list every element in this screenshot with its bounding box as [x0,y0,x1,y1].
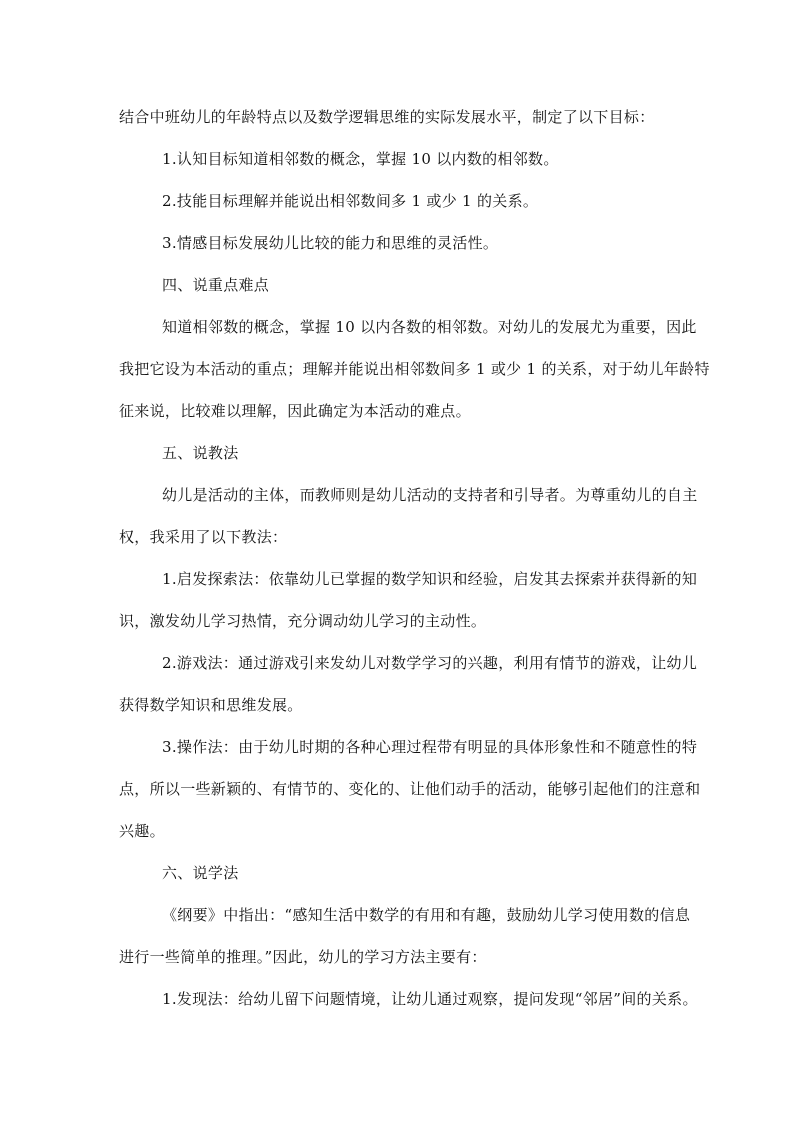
key-points-paragraph-line: 我把它设为本活动的重点；理解并能说出相邻数间多 1 或少 1 的关系，对于幼儿年龄特 [119,360,710,378]
document-page [119,96,710,1020]
section-heading-key-points: 四、说重点难点 [162,276,270,294]
method-game-line: 2.游戏法：通过游戏引来发幼儿对数学学习的兴趣，利用有情节的游戏，让幼儿 [162,654,698,672]
teaching-intro-line: 权，我采用了以下教法： [119,528,288,546]
method-operation-line: 兴趣。 [119,822,165,840]
method-operation-line: 点，所以一些新颖的、有情节的、变化的、让他们动手的活动，能够引起他们的注意和 [119,780,701,798]
learning-intro-line: 《纲要》中指出：“感知生活中数学的有用和有趣，鼓励幼儿学习使用数的信息 [162,906,691,924]
teaching-intro-line: 幼儿是活动的主体，而教师则是幼儿活动的支持者和引导者。为尊重幼儿的自主 [162,486,698,504]
learning-intro-line: 进行一些简单的推理。”因此，幼儿的学习方法主要有： [119,948,487,966]
goal-emotion: 3.情感目标发展幼儿比较的能力和思维的灵活性。 [162,234,499,252]
method-game-line: 获得数学知识和思维发展。 [119,696,303,714]
method-heuristic-line: 1.启发探索法：依靠幼儿已掌握的数学知识和经验，启发其去探索并获得新的知 [162,570,698,588]
section-heading-teaching-methods: 五、说教法 [162,444,239,462]
method-operation-line: 3.操作法：由于幼儿时期的各种心理过程带有明显的具体形象性和不随意性的特 [162,738,698,756]
learning-method-discovery: 1.发现法：给幼儿留下问题情境，让幼儿通过观察，提问发现“邻居”间的关系。 [162,990,698,1008]
key-points-paragraph-line: 征来说，比较难以理解，因此确定为本活动的难点。 [119,402,471,420]
intro-goals-line: 结合中班幼儿的年龄特点以及数学逻辑思维的实际发展水平，制定了以下目标： [119,108,655,126]
section-heading-learning-methods: 六、说学法 [162,864,239,882]
method-heuristic-line: 识，激发幼儿学习热情，充分调动幼儿学习的主动性。 [119,612,487,630]
goal-skill: 2.技能目标理解并能说出相邻数间多 1 或少 1 的关系。 [162,192,539,210]
goal-cognitive: 1.认知目标知道相邻数的概念，掌握 10 以内数的相邻数。 [162,150,559,168]
key-points-paragraph-line: 知道相邻数的概念，掌握 10 以内各数的相邻数。对幼儿的发展尤为重要，因此 [162,318,697,336]
